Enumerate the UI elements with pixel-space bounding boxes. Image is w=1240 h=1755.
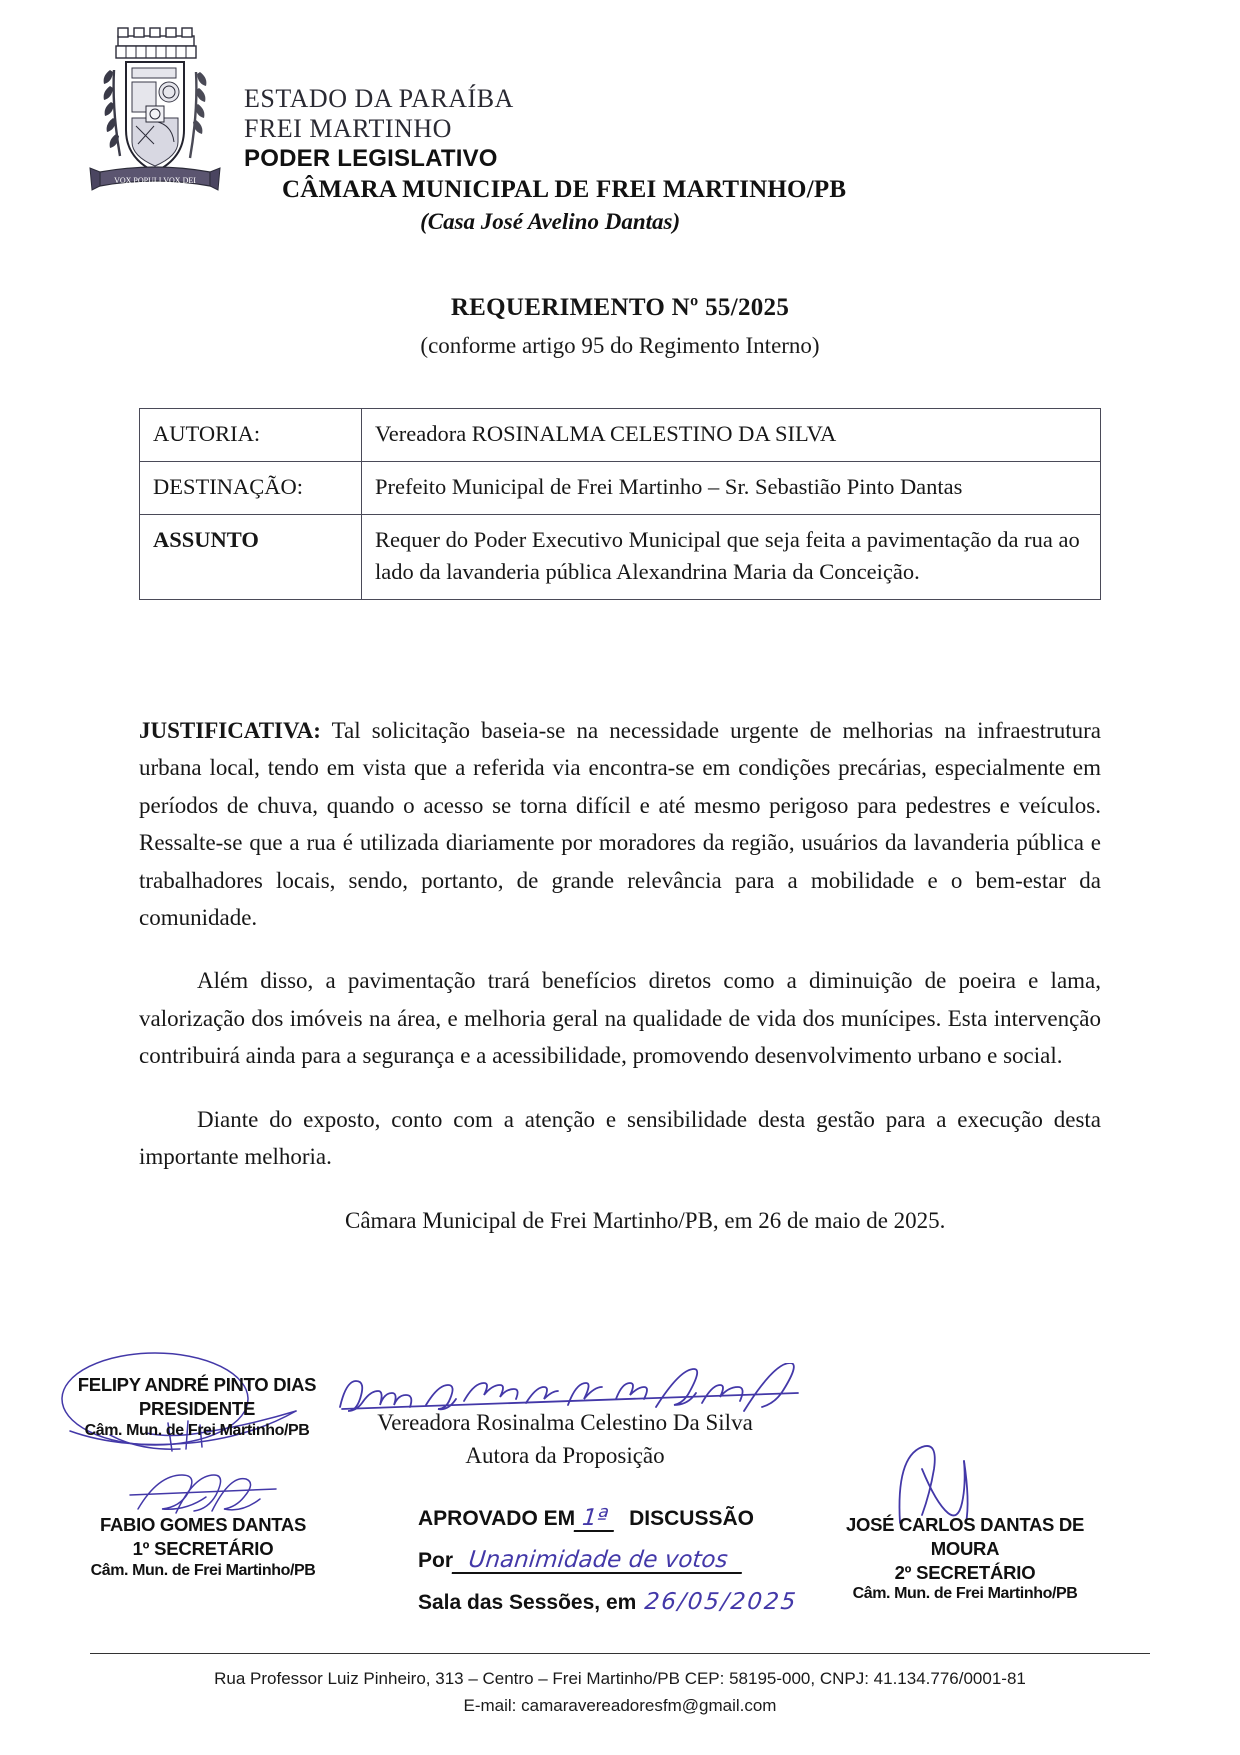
approval-line-por [418,1549,806,1574]
secretary1-name: FABIO GOMES DANTAS [100,1514,306,1536]
approval-por-value: Unanimidade de votos [452,1549,745,1574]
approval-sala-date: 26/05/2025 [643,1589,800,1616]
document-body [139,600,1101,1240]
page-subtitle: (conforme artigo 95 do Regimento Interno) [420,332,820,358]
author-role: Autora da Proposição [465,1443,665,1469]
approval-line-discussao [418,1507,806,1532]
justificativa-label: JUSTIFICATIVA: [139,717,321,743]
secretary1-role: 1º SECRETÁRIO [132,1538,274,1560]
justificativa-text: Tal solicitação baseia-se na necessidade urgente de melhorias na infraestrutura urbana local, tendo em vista que a referida via encontra-se em condições precárias, especialmente em períodos de chuva, quando o acesso se torna difícil e até mesmo perigoso para pedestres e veículos. Ressalte-se que a rua é utilizada diariamente por moradores da região, usuários da lavanderia pública e trabalhadores locais, sendo, portanto, de grande relevância para a mobilidade e o bem-estar da comunidade. [139,717,1101,930]
row-label-destinacao: DESTINAÇÃO: [140,461,362,514]
secretary2-stamp [830,1513,1100,1604]
table-row [140,514,1101,599]
document-header [0,0,1240,236]
footer-address: Rua Professor Luiz Pinheiro, 313 – Centro – Frei Martinho/PB CEP: 58195-000, CNPJ: 41.134.776/0001-81 [214,1669,1026,1689]
coat-of-arms-icon [80,22,230,207]
secretary2-org: Câm. Mun. de Frei Martinho/PB [852,1585,1078,1603]
svg-text:VOX POPULI VOX DEI: VOX POPULI VOX DEI [114,176,196,185]
president-role: PRESIDENTE [138,1398,256,1420]
footer-email: E-mail: camaravereadoresfm@gmail.com [463,1695,777,1715]
president-stamp [62,1373,332,1441]
row-value-assunto: Requer do Poder Executivo Municipal que seja feita a pavimentação da rua ao lado da lavanderia pública Alexandrina Maria da Conceição. [362,514,1101,599]
document-footer [0,1653,1240,1719]
header-city: FREI MARTINHO [244,114,452,144]
secretary2-role: 2º SECRETÁRIO [894,1561,1036,1583]
footer-divider [90,1653,1150,1654]
secretary2-name: JOSÉ CARLOS DANTAS DE MOURA [846,1514,1084,1560]
approval-discussion-value: 1ª [574,1507,617,1532]
approval-prefix: APROVADO EM [418,1507,576,1531]
president-org: Câm. Mun. de Frei Martinho/PB [84,1421,310,1439]
signature-area [0,1265,1240,1616]
page-title: REQUERIMENTO Nº 55/2025 [450,293,790,321]
header-house-name: (Casa José Avelino Dantas) [420,209,681,235]
approval-line-sala [418,1591,806,1614]
approval-suffix: DISCUSSÃO [629,1507,754,1531]
paragraph-justificativa [139,712,1101,937]
president-name: FELIPY ANDRÉ PINTO DIAS [77,1374,317,1396]
approval-stamp-block [418,1507,806,1631]
table-row [140,461,1101,514]
requirement-info-table [139,408,1101,600]
approval-sala-label: Sala das Sessões, em [418,1591,637,1615]
secretary1-org: Câm. Mun. de Frei Martinho/PB [90,1561,316,1579]
header-chamber: CÂMARA MUNICIPAL DE FREI MARTINHO/PB [282,176,847,204]
header-branch: PODER LEGISLATIVO [244,145,498,173]
paragraph-closing: Diante do exposto, conto com a atenção e sensibilidade desta gestão para a execução desta importante melhoria. [139,1106,1101,1170]
place-and-date: Câmara Municipal de Frei Martinho/PB, em 26 de maio de 2025. [345,1207,946,1233]
paragraph-benefits: Além disso, a pavimentação trará benefícios diretos como a diminuição de poeira e lama, valorização dos imóveis na área, e melhoria geral na qualidade de vida dos munícipes. Esta intervenção contribuirá ainda para a segurança e a acessibilidade, promovendo desenvolvimento urbano e social. [139,968,1101,1069]
row-label-assunto: ASSUNTO [140,514,362,599]
approval-por-label: Por [418,1549,454,1573]
secretary1-stamp [78,1513,328,1581]
row-label-autoria: AUTORIA: [140,408,362,461]
row-value-destinacao: Prefeito Municipal de Frei Martinho – Sr. Sebastião Pinto Dantas [362,461,1101,514]
author-name: Vereadora Rosinalma Celestino Da Silva [377,1410,753,1436]
header-state: ESTADO DA PARAÍBA [244,84,514,113]
table-row [140,408,1101,461]
author-signature-block [330,1407,800,1472]
row-value-autoria: Vereadora ROSINALMA CELESTINO DA SILVA [362,408,1101,461]
